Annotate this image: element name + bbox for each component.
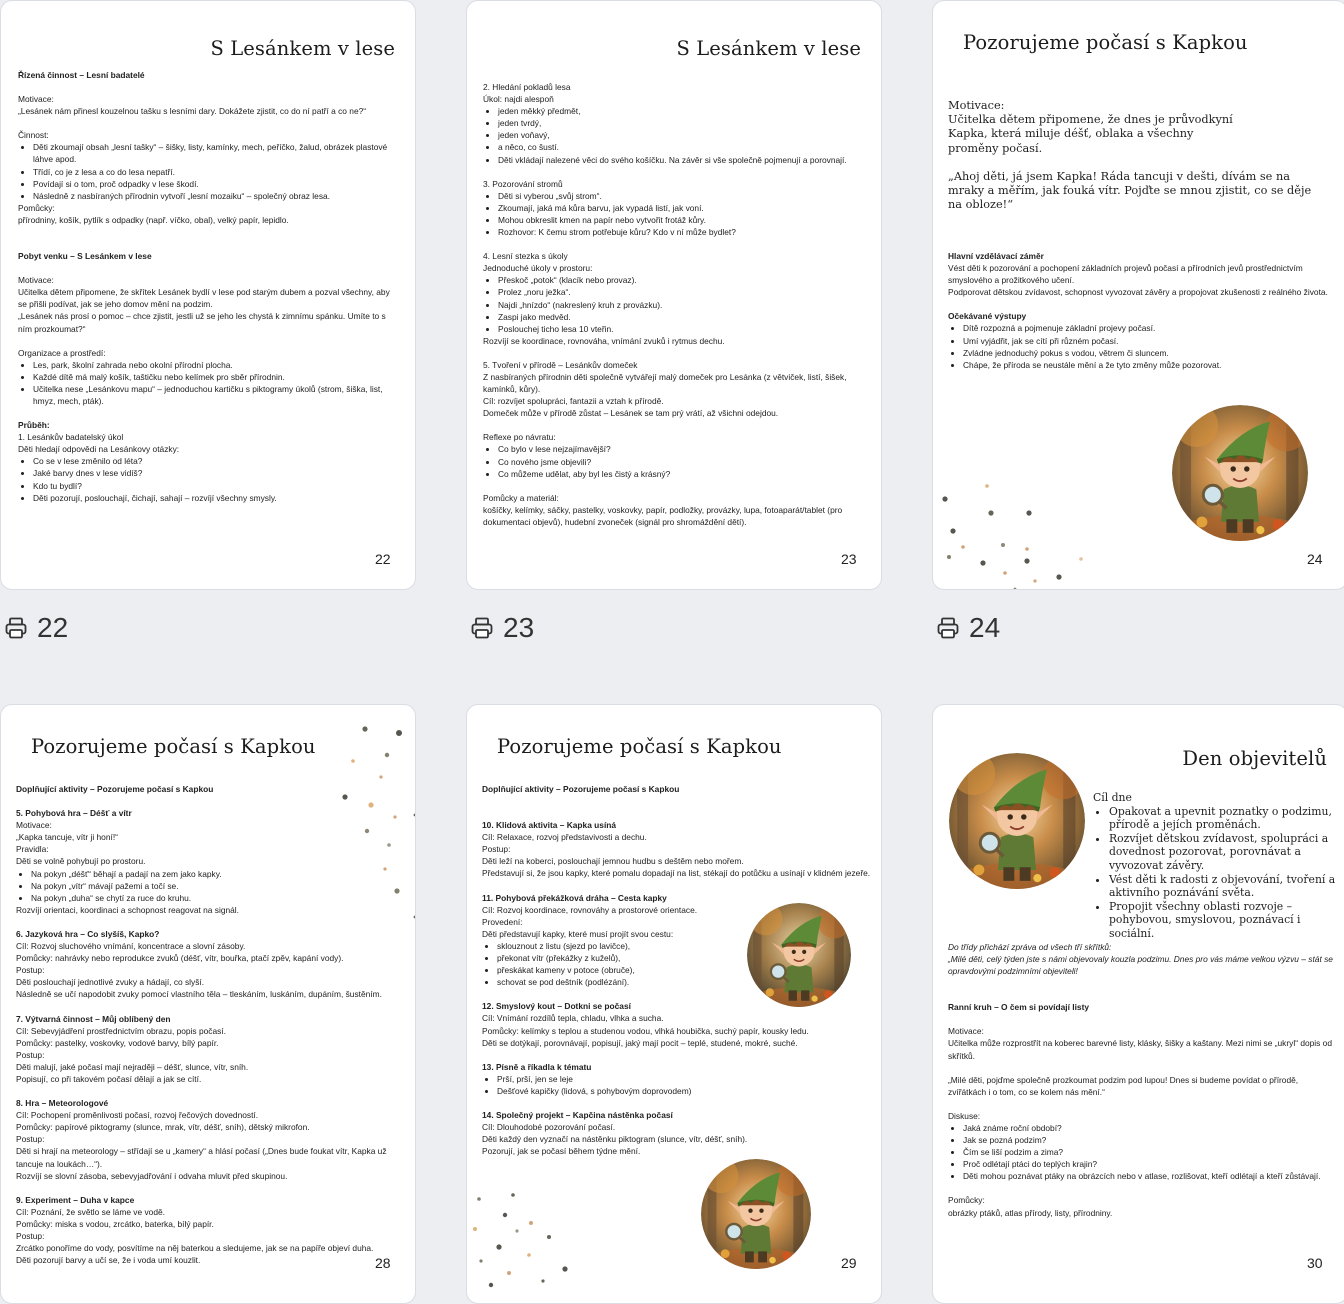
message: „Milé děti, celý týden jste s námi objevovaly kouzla podzimu. Dnes pro vás máme velkou výzvu – stát se opravdovými podzimními objeviteli! — [948, 954, 1333, 977]
activity-title: 12. Smyslový kout – Dotkni se počasí — [482, 1001, 631, 1012]
paragraph: Postup: — [16, 965, 45, 976]
section-heading: 4. Lesní stezka s úkoly — [483, 251, 568, 262]
paragraph: Pomůcky: pastelky, voskovky, vodové barvy, bílý papír. — [16, 1037, 219, 1048]
section-heading: Doplňující aktivity – Pozorujeme počasí s Kapkou — [16, 784, 214, 794]
list-item: • Kdo tu bydlí? — [33, 480, 396, 492]
page-title: Pozorujeme počasí s Kapkou — [497, 735, 782, 758]
page-label-number: 22 — [37, 612, 69, 643]
paragraph: Rozvíjí se koordinace, rovnováha, vnímání zvuků i rytmus dechu. — [483, 335, 725, 346]
activity-title: 14. Společný projekt – Kapčina nástěnka počasí — [482, 1109, 673, 1120]
paragraph: Pozorují, jak se počasí během týdne mění. — [482, 1146, 641, 1157]
page-title: S Lesánkem v lese — [210, 37, 395, 60]
paragraph: „Kapka tancuje, vítr ji honí!“ — [16, 832, 118, 843]
list-item: • Děti mohou poznávat ptáky na obrázcích nebo v atlase, rozlišovat, kteří odlétají a kteří zůstávají. — [963, 1170, 1338, 1182]
list-item: • Následně z nasbíraných přírodnin vytvoří „lesní mozaiku“ – společný obraz lesa. — [33, 190, 396, 202]
bullet-list — [483, 105, 863, 165]
paragraph: „Lesánek nám přinesl kouzelnou tašku s lesními dary. Dokážete zjistit, co do ní patří a co ne?“ — [18, 106, 367, 117]
paragraph: Rozvíjí orientaci, koordinaci a schopnost reagovat na signál. — [16, 904, 239, 915]
quote: „Milé děti, pojďme společně prozkoumat podzim pod lupou! Dnes si budeme povídat o přírodě, zvířátkách i o tom, co se kolem nás mění.“ — [948, 1074, 1299, 1097]
paragraph: Cíl: Pochopení proměnlivosti počasí, rozvoj řečových dovedností. — [16, 1110, 259, 1121]
page-body — [16, 783, 401, 1266]
list-item: • Zkoumají, jaká má kůra barvu, jak vypadá listí, jak voní. — [498, 202, 863, 214]
bullet-list — [482, 940, 872, 988]
page-thumbnail-29[interactable] — [466, 704, 882, 1304]
paragraph: Postup: — [16, 1134, 45, 1145]
printer-icon[interactable] — [936, 616, 960, 640]
label: Motivace: — [18, 94, 54, 105]
page-body — [948, 250, 1343, 371]
page-thumbnail-28[interactable] — [0, 704, 416, 1304]
paragraph: Jednoduché úkoly v prostoru: — [483, 263, 593, 274]
paragraph: přírodniny, košík, pytlík s odpadky (např. víčko, obal), velký papír, lepidlo. — [18, 214, 289, 225]
paragraph: Domeček může v přírodě zůstat – Lesánek se tam prý vrátí, až všichni odejdou. — [483, 408, 779, 419]
list-item: • Děti zkoumají obsah „lesní tašky“ – šišky, listy, kamínky, mech, peříčko, žalud, obrázek plastové láhve apod. — [33, 141, 396, 165]
paragraph: obrázky ptáků, atlas přírody, listy, přírodniny. — [948, 1207, 1113, 1218]
page-body — [483, 81, 863, 528]
paragraph: Cíl: Rozvoj koordinace, rovnováhy a prostorové orientace. — [482, 904, 698, 915]
label: Činnost: — [18, 130, 49, 141]
section-heading: 5. Tvoření v přírodě – Lesánkův domeček — [483, 359, 638, 370]
paragraph: Postup: — [16, 1231, 45, 1241]
page-title: S Lesánkem v lese — [676, 37, 861, 60]
activity-title: 5. Pohybová hra – Déšť a vítr — [16, 808, 132, 819]
list-item: • Poslouchej ticho lesa 10 vteřin. — [498, 323, 863, 335]
paragraph-line: Učitelka dětem připomene, že dnes je průvodkyní — [948, 113, 1233, 127]
list-item: • Co se v lese změnilo od léta? — [33, 455, 396, 467]
paragraph: Postup: — [482, 844, 511, 855]
section-heading: Průběh: — [18, 420, 50, 431]
list-item: • Děti pozorují, poslouchají, čichají, sahají – rozvíjí všechny smysly. — [33, 492, 396, 504]
bullet-list — [483, 274, 863, 334]
paragraph: Motivace: — [16, 820, 52, 831]
paragraph: Děti hledají odpovědi na Lesánkovy otázky: — [18, 444, 180, 455]
list-item: • Děti vkládají nalezené věci do svého košíčku. Na závěr si vše společně pojmenují a porovnají. — [498, 154, 863, 166]
paragraph: Děti představují kapky, které musí projít svou cestu: — [482, 928, 674, 939]
list-item: • Prolez „noru ježka“. — [498, 286, 863, 298]
paragraph: košíčky, kelímky, sáčky, pastelky, voskovky, papír, podložky, provázky, lupa, fotoaparát/tablet (pro dokumentaci objevů), hudební zvoneček (signál pro shromáždění dětí). — [483, 504, 843, 527]
label: Motivace: — [948, 99, 1005, 112]
list-item: • jeden voňavý, — [498, 129, 863, 141]
paragraph: Pomůcky: miska s vodou, zrcátko, baterka, bílý papír. — [16, 1218, 214, 1229]
bullet-list — [948, 1122, 1338, 1182]
bullet-list — [18, 141, 396, 201]
list-item: • Zvládne jednoduchý pokus s vodou, větrem či sluncem. — [963, 347, 1343, 359]
section-heading: Cíl dne — [1093, 791, 1132, 804]
paragraph: Cíl: Poznání, že světlo se láme ve vodě. — [16, 1206, 165, 1217]
label: Pomůcky: — [18, 202, 55, 213]
list-item: • Prší, prší, jen se leje — [497, 1073, 872, 1085]
page-label-number: 24 — [969, 612, 1001, 643]
list-item: • Najdi „hnízdo“ (nakreslený kruh z provázku). — [498, 299, 863, 311]
paragraph: Cíl: Rozvoj sluchového vnímání, koncentrace a slovní zásoby. — [16, 941, 246, 952]
section-heading: Doplňující aktivity – Pozorujeme počasí s Kapkou — [482, 784, 680, 794]
section-heading: Reflexe po návratu: — [483, 432, 556, 443]
section-heading: Řízená činnost – Lesní badatelé — [18, 70, 145, 80]
list-item: • překonat vítr (překážky z kuželů), — [497, 952, 872, 964]
list-item: • sklouznout z listu (sjezd po lavičce), — [497, 940, 872, 952]
label: Pomůcky: — [948, 1195, 985, 1206]
activity-title: 11. Pohybová překážková dráha – Cesta kapky — [482, 892, 667, 903]
list-item: • a něco, co šustí. — [498, 141, 863, 153]
paragraph: Z nasbíraných přírodnin děti společně vytvářejí malý domeček pro Lesánka (z větviček, listí, šišek, kamínků, kůry). — [483, 371, 847, 395]
list-item: • Opakovat a upevnit poznatky o podzimu, přírodě a jejích proměnách. — [1109, 805, 1343, 832]
page-thumbnail-22[interactable] — [0, 0, 416, 590]
motivation-block — [948, 99, 1318, 212]
page-number: 23 — [841, 551, 857, 567]
list-item: • Na pokyn „vítr“ mávají pažemi a točí se. — [31, 880, 401, 892]
goals-block — [1093, 791, 1343, 941]
page-label-23[interactable] — [470, 612, 534, 644]
paragraph: „Lesánek nás prosí o pomoc – chce zjistit, jestli už se jeho les chystá k zimnímu spánku. Umíte to s ním prozkoumat?“ — [18, 311, 386, 334]
activity-title: 13. Písně a říkadla k tématu — [482, 1061, 592, 1072]
list-item: • Mohou obkreslit kmen na papír nebo vytvořit frotáž kůry. — [498, 214, 863, 226]
list-item: • Umí vyjádřit, jak se cítí při různém počasí. — [963, 335, 1343, 347]
label: Motivace: — [948, 1026, 984, 1037]
page-number: 22 — [375, 551, 391, 567]
page-title: Den objevitelů — [1182, 747, 1327, 770]
list-item: • schovat se pod deštník (podlézání). — [497, 976, 872, 988]
paragraph: Cíl: Dlouhodobé pozorování počasí. — [482, 1122, 616, 1133]
paragraph-line: proměny počasí. — [948, 141, 1043, 155]
paragraph: Provedení: — [482, 916, 523, 927]
page-number: 30 — [1307, 1255, 1323, 1271]
list-item: • Přeskoč „potok“ (klacík nebo provaz). — [498, 274, 863, 286]
paragraph: Děti každý den vyznačí na nástěnku piktogram (slunce, vítr, déšť, sníh). — [482, 1134, 748, 1145]
activity-title: 6. Jazyková hra – Co slyšíš, Kapko? — [16, 928, 160, 939]
list-item: • Učitelka nese „Lesánkovu mapu“ – jednoduchou kartičku s piktogramy úkolů (strom, šiška, list, hmyz, mech, pták). — [33, 383, 396, 407]
paragraph: 1. Lesánkův badatelský úkol — [18, 432, 124, 443]
label: Motivace: — [18, 275, 54, 286]
page-thumbnail-24[interactable] — [932, 0, 1344, 590]
list-item: • jeden tvrdý, — [498, 117, 863, 129]
list-item: • jeden měkký předmět, — [498, 105, 863, 117]
list-item: • Proč odlétají ptáci do teplých krajin? — [963, 1158, 1338, 1170]
paragraph: Pravidla: — [16, 844, 49, 855]
bullet-list — [18, 359, 396, 407]
paragraph: Popisují, co při takovém počasí dělají a jak se cítí. — [16, 1073, 202, 1084]
page-body — [948, 941, 1338, 1219]
page-number: 24 — [1307, 551, 1323, 567]
paragraph: Děti malují, jaké počasí mají nejraději – déšť, slunce, vítr, sníh. — [16, 1061, 249, 1072]
section-heading: Očekávané výstupy — [948, 311, 1027, 322]
paragraph: Pomůcky: papírové piktogramy (slunce, mrak, vítr, déšť, sníh), dětský mikrofon. — [16, 1122, 310, 1133]
paragraph: Zrcátko ponoříme do vody, posvítíme na něj baterkou a sledujeme, jak se na papíře objeví duha. — [16, 1243, 374, 1254]
quote: „Ahoj děti, já jsem Kapka! Ráda tancuji v dešti, dívám se na mraky a měřím, jak fouká vítr. Pojďte se mnou zjistit, co se děje na obloze!“ — [948, 169, 1312, 212]
list-item: • Děti si vyberou „svůj strom“. — [498, 190, 863, 202]
list-item: • Les, park, školní zahrada nebo okolní přírodní plocha. — [33, 359, 396, 371]
activity-title: 7. Výtvarná činnost – Můj oblíbený den — [16, 1013, 171, 1024]
paragraph: Cíl: rozvíjet spolupráci, fantazii a vztah k přírodě. — [483, 396, 664, 407]
activity-title: 8. Hra – Meteorologové — [16, 1098, 109, 1109]
list-item: • Jak se pozná podzim? — [963, 1134, 1338, 1146]
list-item: • Zaspi jako medvěd. — [498, 311, 863, 323]
paragraph: Úkol: najdi alespoň — [483, 94, 554, 105]
paragraph: Cíl: Sebevyjádření prostřednictvím obrazu, popis počasí. — [16, 1025, 226, 1036]
list-item: • Čím se liší podzim a zima? — [963, 1146, 1338, 1158]
section-heading: Pobyt venku – S Lesánkem v lese — [18, 251, 152, 262]
paragraph: Podporovat dětskou zvídavost, schopnost vyvozovat závěry a propojovat zkušenosti z reálného života. — [948, 287, 1328, 298]
page-body — [18, 69, 396, 504]
list-item: • Co bylo v lese nejzajímavější? — [498, 443, 863, 455]
printer-icon[interactable] — [4, 616, 28, 640]
list-item: • Povídají si o tom, proč odpadky v lese škodí. — [33, 178, 396, 190]
elf-illustration — [1172, 405, 1308, 541]
list-item: • Chápe, že příroda se neustále mění a že tyto změny může pozorovat. — [963, 359, 1343, 371]
page-label-24[interactable] — [936, 612, 1000, 644]
page-body — [482, 783, 872, 1157]
paragraph: Rozvíjí se slovní zásoba, sebevyjadřování i odvaha mluvit před skupinou. — [16, 1170, 288, 1181]
page-label-22[interactable] — [4, 612, 68, 644]
bullet-list — [482, 1073, 872, 1097]
paragraph: Vést děti k pozorování a pochopení základních projevů počasí a přírodních jevů prostřednictvím smyslového a prožitkového učení. — [948, 263, 1303, 286]
list-item: • Každé dítě má malý košík, taštičku nebo kelímek pro sběr přírodnin. — [33, 371, 396, 383]
page-number: 29 — [841, 1255, 857, 1271]
paragraph: Děti si hrají na meteorology – střídají se u „kamery“ a hlásí počasí („Dnes bude foukat vítr, Kapka už tancuje na loukách…“). — [16, 1146, 387, 1169]
message: Do třídy přichází zpráva od všech tří skřítků: — [948, 942, 1112, 952]
paragraph: Učitelka může rozprostřít na koberec barevné listy, klásky, šišky a kaštany. Mezi nimi se „ukryl“ dopis od skřítků. — [948, 1038, 1332, 1061]
list-item: • Rozhovor: K čemu strom potřebuje kůru? Kdo v ní může bydlet? — [498, 226, 863, 238]
elf-illustration — [701, 1159, 811, 1269]
paragraph: Děti se dotýkají, porovnávají, popisují, jaký mají pocit – teplé, studené, mokré, suché. — [482, 1037, 798, 1048]
list-item: • Rozvíjet dětskou zvídavost, spolupráci a dovednost pozorovat, porovnávat a vyvozovat závěry. — [1109, 832, 1343, 873]
paragraph: Děti poslouchají jednotlivé zvuky a hádají, co slyší. — [16, 977, 205, 988]
list-item: • Jaká známe roční období? — [963, 1122, 1338, 1134]
section-heading: Hlavní vzdělávací záměr — [948, 251, 1044, 261]
list-item: • Na pokyn „duha“ se chytí za ruce do kruhu. — [31, 892, 401, 904]
paragraph: Postup: — [16, 1049, 45, 1060]
page-thumbnail-30[interactable] — [932, 704, 1344, 1304]
section-heading: 3. Pozorování stromů — [483, 178, 563, 189]
list-item: • Dešťové kapičky (lidová, s pohybovým doprovodem) — [497, 1085, 872, 1097]
section-heading: Ranní kruh – O čem si povídají listy — [948, 1002, 1090, 1013]
bullet-list — [16, 868, 401, 904]
label: Diskuse: — [948, 1110, 981, 1121]
list-item: • přeskákat kameny v potoce (obruče), — [497, 964, 872, 976]
list-item: • Jaké barvy dnes v lese vidíš? — [33, 467, 396, 479]
bullet-list — [483, 190, 863, 238]
paragraph: Pomůcky: nahrávky nebo reprodukce zvuků (déšť, vítr, bouřka, ptačí zpěv, kapání vody). — [16, 953, 344, 964]
decorative-dots — [939, 481, 1089, 590]
list-item: • Propojit všechny oblasti rozvoje – pohybovou, smyslovou, poznávací i sociální. — [1109, 900, 1343, 941]
activity-title: 9. Experiment – Duha v kapce — [16, 1194, 135, 1205]
page-title: Pozorujeme počasí s Kapkou — [963, 31, 1248, 54]
list-item: • Vést děti k radosti z objevování, tvoření a aktivního poznávání světa. — [1109, 873, 1343, 900]
elf-illustration — [949, 753, 1085, 889]
list-item: • Co nového jsme objevili? — [498, 456, 863, 468]
page-thumbnail-23[interactable] — [466, 0, 882, 590]
paragraph: Následně se učí napodobit zvuky pomocí vlastního těla – tleskáním, luskáním, dupáním, šustěním. — [16, 989, 382, 1000]
activity-title: 10. Klidová aktivita – Kapka usíná — [482, 820, 617, 831]
paragraph: Cíl: Relaxace, rozvoj představivosti a dechu. — [482, 832, 647, 843]
paragraph: Představují si, že jsou kapky, které pomalu dopadají na list, stékají do potůčku a usínají v klidném jezeře. — [482, 868, 871, 879]
list-item: • Třídí, co je z lesa a co do lesa nepatří. — [33, 166, 396, 178]
label: Organizace a prostředí: — [18, 347, 106, 358]
bullet-list — [948, 322, 1343, 370]
paragraph: Děti se volně pohybují po prostoru. — [16, 856, 146, 867]
list-item: • Co můžeme udělat, aby byl les čistý a krásný? — [498, 468, 863, 480]
printer-icon[interactable] — [470, 616, 494, 640]
label: Pomůcky a materiál: — [483, 492, 559, 503]
section-heading: 2. Hledání pokladů lesa — [483, 82, 571, 92]
page-label-number: 23 — [503, 612, 535, 643]
decorative-dots — [469, 1185, 609, 1295]
page-title: Pozorujeme počasí s Kapkou — [31, 735, 316, 758]
paragraph: Pomůcky: kelímky s teplou a studenou vodou, vlhká houbička, suchý papír, kousky ledu. — [482, 1025, 809, 1036]
paragraph: Děti leží na koberci, poslouchají jemnou hudbu s deštěm nebo mořem. — [482, 856, 744, 867]
list-item: • Na pokyn „déšť“ běhají a padají na zem jako kapky. — [31, 868, 401, 880]
paragraph: Děti pozorují barvy a učí se, že i voda umí kouzlit. — [16, 1255, 201, 1266]
list-item: • Dítě rozpozná a pojmenuje základní projevy počasí. — [963, 322, 1343, 334]
paragraph: Cíl: Vnímání rozdílů tepla, chladu, vlhka a sucha. — [482, 1013, 664, 1024]
bullet-list — [483, 443, 863, 479]
paragraph: Učitelka dětem připomene, že skřítek Lesánek bydlí v lese pod starým dubem a pozval všechny, aby se přišli podívat, jak se jeho domov mění na podzim. — [18, 287, 390, 310]
paragraph-line: Kapka, která miluje déšť, oblaka a všechny — [948, 127, 1194, 141]
bullet-list — [18, 455, 396, 503]
page-number: 28 — [375, 1255, 391, 1271]
bullet-list — [1093, 805, 1343, 941]
